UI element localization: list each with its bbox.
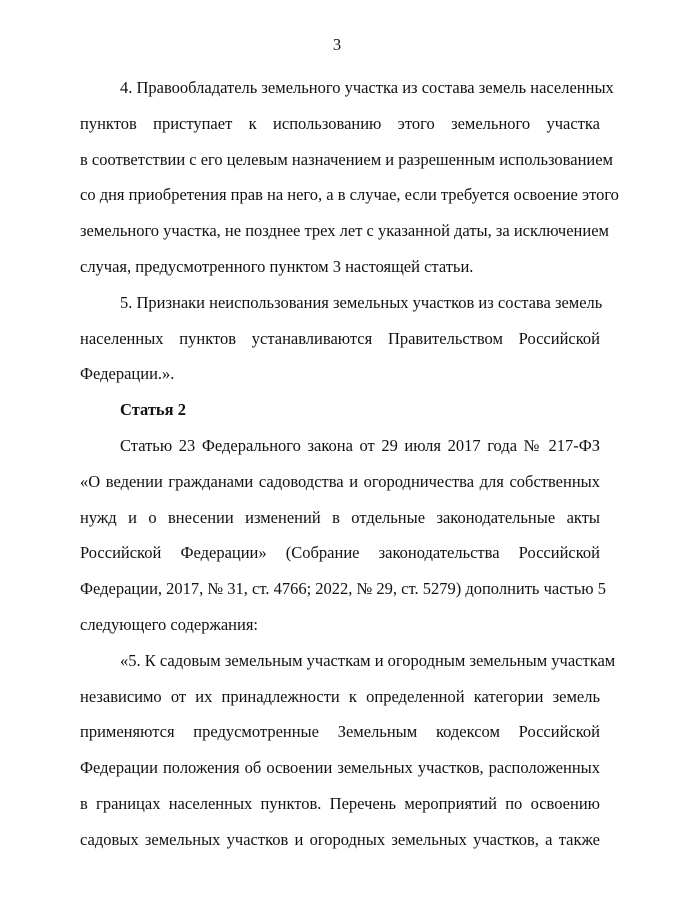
text-line: Российской Федерации» (Собрание законодательства Российской xyxy=(80,543,600,563)
paragraph-4 xyxy=(80,70,619,285)
text-line: 4. Правообладатель земельного участка из состава земель населенных xyxy=(120,78,614,97)
text-line: Федерации положения об освоении земельных участков, расположенных xyxy=(80,758,600,778)
text-line: Федерации.». xyxy=(80,364,175,384)
text-line: «5. К садовым земельным участкам и огородным земельным участкам xyxy=(120,650,616,670)
text-line: случая, предусмотренного пунктом 3 настоящей статьи. xyxy=(80,256,474,276)
text-line: 5. Признаки неиспользования земельных участков из состава земель xyxy=(120,292,603,312)
document-body xyxy=(80,70,619,858)
text-line: садовых земельных участков и огородных земельных участков, а также xyxy=(80,829,600,849)
text-line: нужд и о внесении изменений в отдельные законодательные акты xyxy=(80,507,600,527)
text-line: земельного участка, не позднее трех лет с указанной даты, за исключением xyxy=(80,221,609,241)
text-line: в соответствии с его целевым назначением и разрешенным использованием xyxy=(80,149,613,169)
text-line: «О ведении гражданами садоводства и огородничества для собственных xyxy=(80,471,600,491)
page-number: 3 xyxy=(332,35,342,54)
text-line: Статью 23 Федерального закона от 29 июля 2017 года № 217-ФЗ xyxy=(120,435,600,455)
paragraph-5 xyxy=(80,285,603,392)
text-line: со дня приобретения прав на него, а в случае, если требуется освоение этого xyxy=(80,185,619,205)
text-line: в границах населенных пунктов. Перечень мероприятий по освоению xyxy=(80,793,600,813)
article-heading: Статья 2 xyxy=(120,400,186,420)
text-line: независимо от их принадлежности к определенной категории земель xyxy=(80,686,600,706)
paragraph-quote xyxy=(80,643,616,858)
text-line: следующего содержания: xyxy=(80,614,259,634)
text-line: Федерации, 2017, № 31, ст. 4766; 2022, № 29, ст. 5279) дополнить частью 5 xyxy=(80,579,606,599)
paragraph-article-2 xyxy=(80,428,606,643)
text-line: пунктов приступает к использованию этого земельного участка xyxy=(80,113,600,133)
text-line: применяются предусмотренные Земельным кодексом Российской xyxy=(80,722,600,742)
text-line: населенных пунктов устанавливаются Правительством Российской xyxy=(80,328,600,348)
